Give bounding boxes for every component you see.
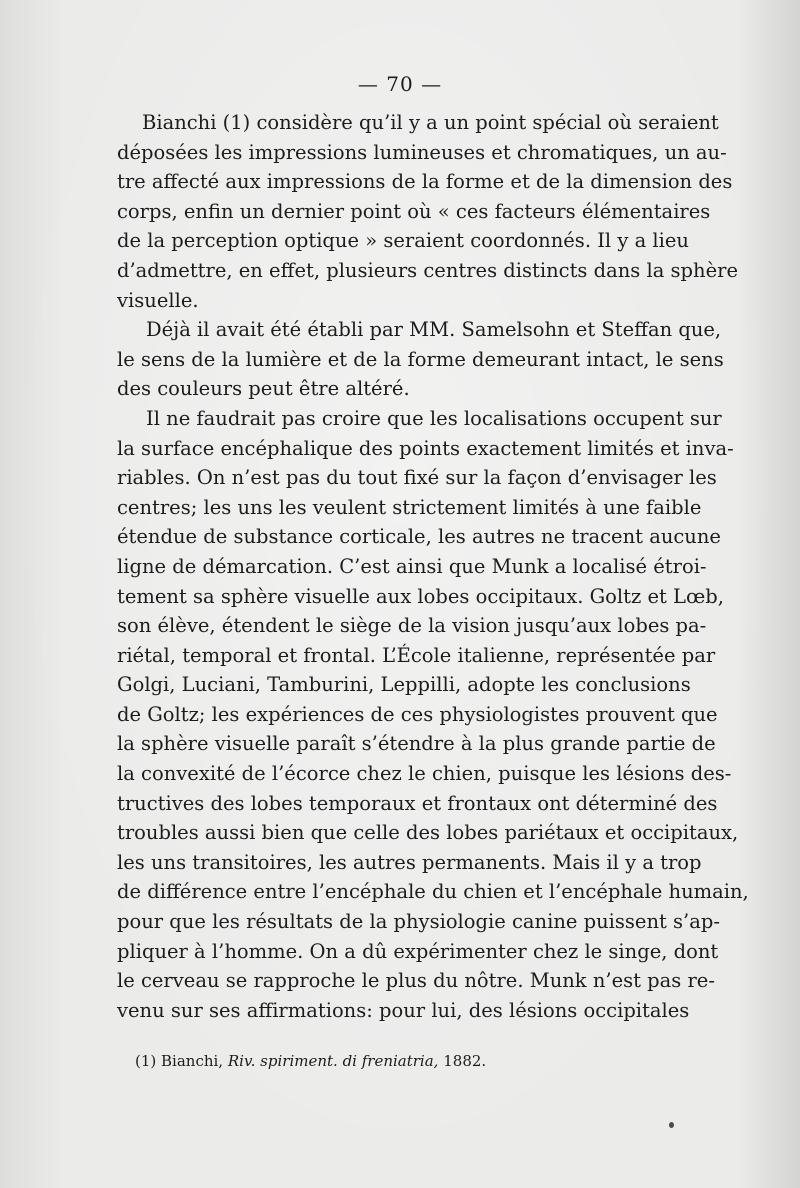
text-line: troubles aussi bien que celle des lobes pariétaux et occipitaux, [117,821,739,845]
text-line: la convexité de l’écorce chez le chien, puisque les lésions des- [117,762,732,786]
text-line: de différence entre l’encéphale du chien et l’encéphale humain, [117,880,749,904]
text-line: centres; les uns les veulent strictement limités à une faible [117,495,702,519]
text-line: Déjà il avait été établi par MM. Samelsohn et Steffan que, [146,318,722,342]
text-line: riables. On n’est pas du tout fixé sur la façon d’envisager les [117,466,717,490]
text-line: les uns transitoires, les autres permanents. Mais il y a trop [117,850,702,874]
text-line: étendue de substance corticale, les autres ne tracent aucune [117,525,721,549]
text-line: la sphère visuelle paraît s’étendre à la plus grande partie de [117,732,716,756]
text-line: ligne de démarcation. C’est ainsi que Munk a localisé étroi- [117,554,707,578]
text-line: tre affecté aux impressions de la forme et de la dimension des [117,170,733,194]
footnote [135,1052,486,1070]
text-line: pour que les résultats de la physiologie canine puissent s’ap- [117,910,720,934]
text-line: tement sa sphère visuelle aux lobes occipitaux. Goltz et Lœb, [117,584,724,608]
text-line: le cerveau se rapproche le plus du nôtre. Munk n’est pas re- [117,969,715,993]
footnote-source: Riv. spiriment. di freniatria, [227,1052,439,1070]
text-line: Golgi, Luciani, Tamburini, Leppilli, adopte les conclusions [117,673,691,697]
text-line: riétal, temporal et frontal. L’École italienne, représentée par [117,643,716,667]
text-line: déposées les impressions lumineuses et chromatiques, un au- [117,140,727,164]
text-line: d’admettre, en effet, plusieurs centres distincts dans la sphère [117,258,738,282]
text-line: venu sur ses affirmations: pour lui, des lésions occipitales [117,998,690,1022]
text-line: corps, enfin un dernier point où « ces facteurs élémentaires [117,199,711,223]
text-line: Il ne faudrait pas croire que les localisations occupent sur [146,406,722,430]
footnote-marker: (1) Bianchi, [135,1052,224,1070]
text-line: des couleurs peut être altéré. [117,377,410,401]
footnote-year: 1882. [443,1052,487,1070]
text-line: de Goltz; les expériences de ces physiologistes prouvent que [117,702,718,726]
page-number: — 70 — [357,72,443,96]
text-line: le sens de la lumière et de la forme demeurant intact, le sens [117,347,724,371]
text-line: visuelle. [117,288,199,312]
text-line: pliquer à l’homme. On a dû expérimenter chez le singe, dont [117,939,719,963]
ink-speck [669,1122,674,1128]
body-text [117,108,749,1025]
text-line: son élève, étendent le siège de la vision jusqu’aux lobes pa- [117,614,707,638]
text-line: la surface encéphalique des points exactement limités et inva- [117,436,734,460]
text-line: de la perception optique » seraient coordonnés. Il y a lieu [117,229,689,253]
text-line: tructives des lobes temporaux et frontaux ont déterminé des [117,791,718,815]
text-line: Bianchi (1) considère qu’il y a un point spécial où seraient [142,111,719,134]
